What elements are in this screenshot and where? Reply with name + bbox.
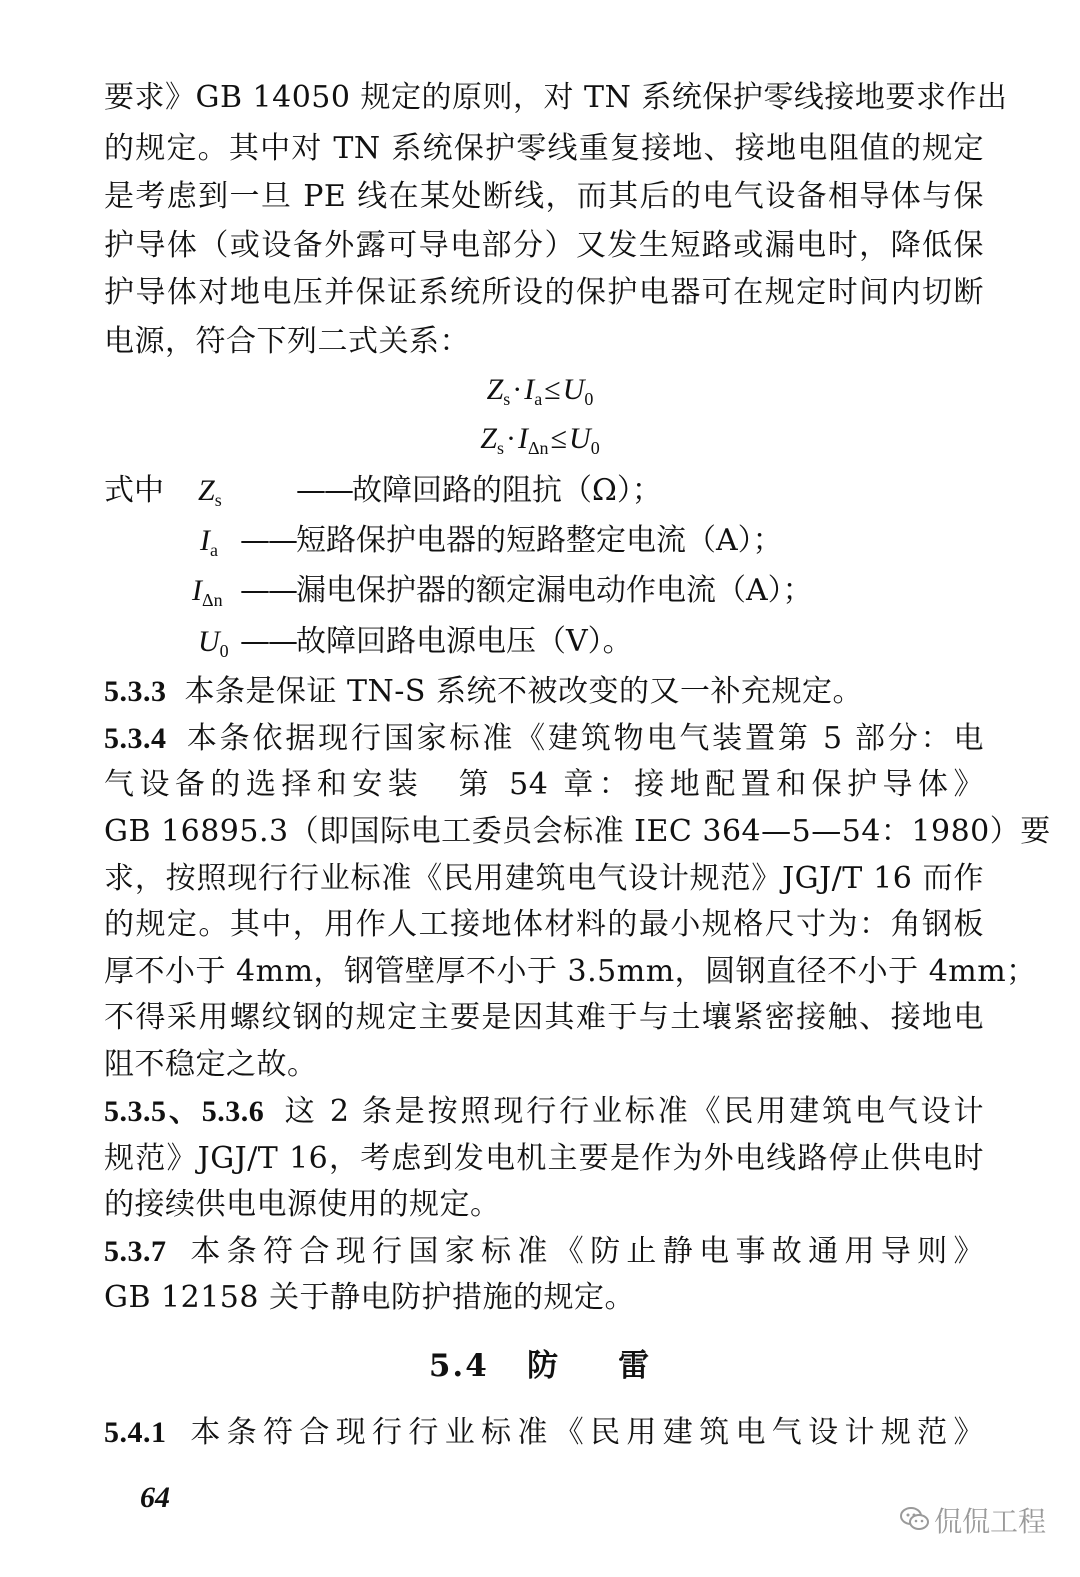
clause-number: 5.3.3	[104, 675, 167, 708]
definition-zs: $Z_s$ ——故障回路的阻抗（Ω）；	[198, 473, 662, 510]
clause-5-3-4-line-3: GB 16895.3（即国际电工委员会标准 IEC 364—5—54：1980）要	[104, 814, 1051, 849]
clause-5-3-5-line-3: 的接续供电电源使用的规定。	[104, 1187, 501, 1222]
section-title: 5.4 防 雷	[428, 1348, 652, 1384]
clause-5-3-3: 5.3.3 本条是保证 TN-S 系统不被改变的又一补充规定。	[104, 674, 864, 709]
clause-number: 5.3.7	[104, 1235, 167, 1268]
clause-number: 5.3.4	[104, 722, 167, 755]
clause-5-3-5-line-2: 规范》JGJ/T 16，考虑到发电机主要是作为外电线路停止供电时	[104, 1141, 984, 1176]
para1-line-1: 要求》GB 14050 规定的原则，对 TN 系统保护零线接地要求作出	[104, 80, 1008, 115]
watermark	[900, 1502, 1046, 1543]
clause-5-3-7-line-1: 5.3.7 本条符合现行国家标准《防止静电事故通用导则》	[104, 1234, 984, 1269]
definitions-label: 式中	[104, 473, 164, 508]
clause-number: 5.3.5、5.3.6	[104, 1095, 265, 1128]
clause-number: 5.4.1	[104, 1416, 167, 1449]
clause-5-3-4-line-6: 厚不小于 4mm，钢管壁厚不小于 3.5mm，圆钢直径不小于 4mm；	[104, 954, 1037, 989]
clause-5-3-4-line-1: 5.3.4 本条依据现行国家标准《建筑物电气装置第 5 部分：电	[104, 721, 984, 756]
definition-u0: $U_0$ ——故障回路电源电压（V）。	[198, 624, 633, 661]
clause-5-3-4-line-4: 求，按照现行行业标准《民用建筑电气设计规范》JGJ/T 16 而作	[104, 861, 984, 896]
watermark-text: 侃侃工程	[934, 1505, 1047, 1538]
definition-idn: $I_{\Delta n}$ ——漏电保护器的额定漏电动作电流（A）；	[192, 573, 813, 610]
definition-ia: $I_a$ ——短路保护电器的短路整定电流（A）；	[200, 523, 783, 560]
clause-5-3-4-line-8: 阻不稳定之故。	[104, 1047, 318, 1082]
clause-5-3-7-line-2: GB 12158 关于静电防护措施的规定。	[104, 1280, 636, 1315]
para1-line-4: 护导体（或设备外露可导电部分）又发生短路或漏电时，降低保	[104, 228, 984, 263]
clause-5-3-4-line-7: 不得采用螺纹钢的规定主要是因其难于与土壤紧密接触、接地电	[104, 1000, 984, 1035]
clause-5-3-4-line-2: 气设备的选择和安装 第 54 章：接地配置和保护导体》	[104, 767, 984, 802]
wechat-icon	[900, 1503, 930, 1543]
formula-2: $Z_s\cdot I_{\Delta n}\le U_0$	[480, 422, 600, 458]
para1-line-2: 的规定。其中对 TN 系统保护零线重复接地、接地电阻值的规定	[104, 131, 984, 166]
para1-line-3: 是考虑到一旦 PE 线在某处断线，而其后的电气设备相导体与保	[104, 179, 984, 214]
para1-line-5: 护导体对地电压并保证系统所设的保护电器可在规定时间内切断	[104, 275, 984, 310]
page-number: 64	[140, 1481, 170, 1514]
para1-line-6: 电源，符合下列二式关系：	[104, 324, 470, 359]
clause-5-3-5-line-1: 5.3.5、5.3.6 这 2 条是按照现行行业标准《民用建筑电气设计	[104, 1094, 985, 1129]
formula-1: $Z_s\cdot I_a\le U_0$	[486, 373, 594, 409]
clause-5-4-1-line-1: 5.4.1 本条符合现行行业标准《民用建筑电气设计规范》	[104, 1415, 984, 1450]
clause-5-3-4-line-5: 的规定。其中，用作人工接地体材料的最小规格尺寸为：角钢板	[104, 907, 984, 942]
